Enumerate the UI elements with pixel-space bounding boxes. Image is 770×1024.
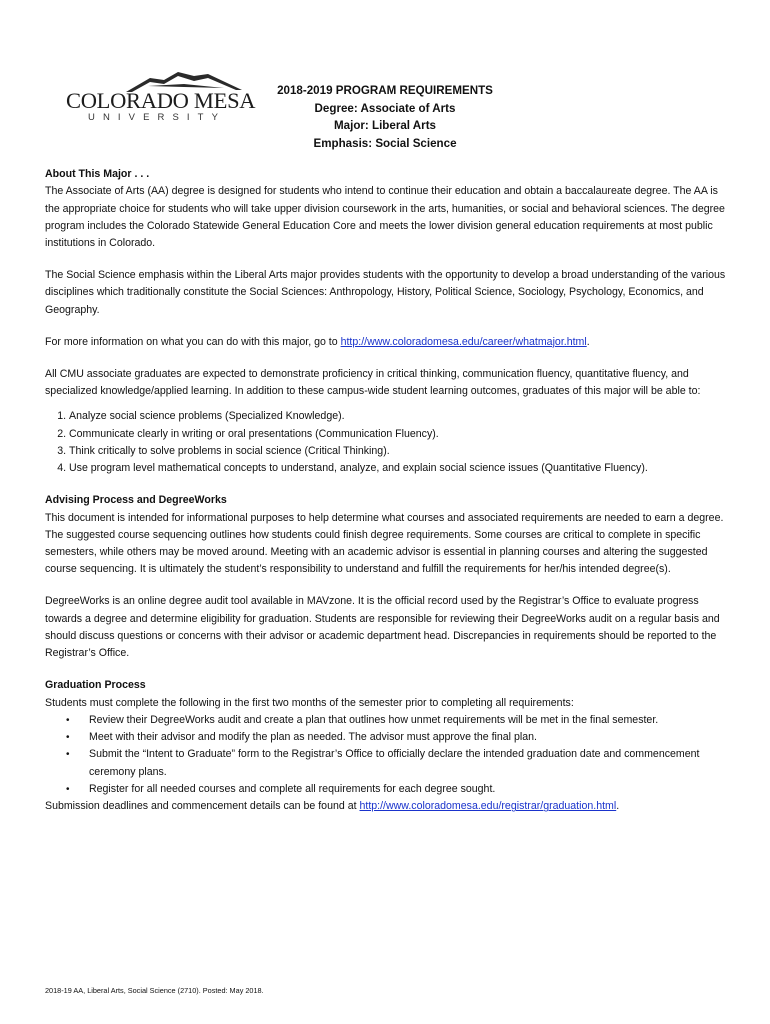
advising-paragraph-1: This document is intended for informational purposes to help determine what courses and associated requirements are needed to earn a degree. The suggested course sequencing outlines how students could finish degree requirements. Some courses are critical to complete in specific semesters, while others may be moved around. Meeting with an academic advisor is essential in planning courses and altering the suggested course sequencing. It is ultimately the student’s responsibility to understand and fulfill the requirements for her/his intended degree(s). [45, 511, 724, 576]
header-emphasis: Emphasis: Social Science [313, 136, 457, 150]
advising-heading: Advising Process and DegreeWorks [45, 494, 227, 507]
step-text: Register for all needed courses and complete all requirements for each degree sought. [89, 783, 496, 796]
learning-outcomes-list [45, 408, 730, 477]
graduation-step [66, 746, 730, 781]
graduation-link[interactable]: http://www.coloradomesa.edu/registrar/graduation.html [359, 800, 617, 813]
graduation-step [66, 781, 730, 798]
closing-prefix: Submission deadlines and commencement details can be found at [45, 800, 360, 813]
about-paragraph-4: All CMU associate graduates are expected to demonstrate proficiency in critical thinking, communication fluency, quantitative fluency, and specialized knowledge/applied learning. In addition to these campus-wide student learning outcomes, graduates of this major will be able to: [45, 367, 701, 398]
logo-subtitle: UNIVERSITY [88, 112, 227, 123]
about-paragraph-2: The Social Science emphasis within the Liberal Arts major provides students with the opportunity to develop a broad understanding of the various disciplines which traditionally constitute the Social Sciences: Anthropology, History, Political Science, Sociology, Psychology, Economics, and Geography. [45, 269, 726, 316]
graduation-step [66, 712, 730, 729]
header-program-year: 2018-2019 PROGRAM REQUIREMENTS [277, 84, 493, 97]
university-logo [66, 70, 256, 126]
outcome-item: 2. Communicate clearly in writing or oral presentations (Communication Fluency). [69, 426, 730, 443]
about-heading: About This Major . . . [45, 168, 150, 180]
outcome-item: 4. Use program level mathematical concepts to understand, analyze, and explain social science issues (Quantitative Fluency). [69, 460, 730, 477]
advising-paragraph-2: DegreeWorks is an online degree audit tool available in MAVzone. It is the official record used by the Registrar’s Office to evaluate progress towards a degree and determine eligibility for graduation. Students are responsible for reviewing their DegreeWorks audit on a regular basis and should discuss questions or concerns with their advisor or academic department head. Discrepancies in requirements should be reported to the Registrar’s Office. [45, 595, 720, 660]
logo-name: COLORADO MESA [66, 88, 256, 113]
graduation-steps-list [45, 712, 730, 798]
bullet-icon: • [66, 749, 70, 761]
bullet-icon: • [66, 732, 70, 744]
about-p3-prefix: For more information on what you can do with this major, go to [45, 335, 341, 348]
header-degree: Degree: Associate of Arts [314, 101, 456, 115]
graduation-heading: Graduation Process [45, 679, 146, 692]
step-text: Submit the “Intent to Graduate” form to the Registrar’s Office to officially declare the intended graduation date and commencement ceremony plans. [89, 748, 700, 778]
graduation-step [66, 729, 730, 746]
step-text: Review their DegreeWorks audit and create a plan that outlines how unmet requirements will be met in the final semester. [89, 713, 659, 726]
graduation-intro: Students must complete the following in the first two months of the semester prior to completing all requirements: [45, 696, 574, 709]
step-text: Meet with their advisor and modify the plan as needed. The advisor must approve the final plan. [89, 731, 537, 744]
outcome-item: 3. Think critically to solve problems in social science (Critical Thinking). [69, 443, 730, 460]
page-footer: 2018-19 AA, Liberal Arts, Social Science (2710). Posted: May 2018. [45, 986, 264, 995]
header-major: Major: Liberal Arts [334, 119, 436, 133]
graduation-closing [45, 798, 730, 815]
bullet-icon: • [66, 784, 70, 796]
bullet-icon: • [66, 714, 70, 726]
closing-suffix: . [616, 800, 620, 813]
whatmajor-link[interactable]: http://www.coloradomesa.edu/career/whatmajor.html [340, 335, 587, 348]
about-paragraph-3 [45, 334, 730, 351]
outcome-item: 1. Analyze social science problems (Specialized Knowledge). [69, 408, 730, 425]
about-paragraph-1: The Associate of Arts (AA) degree is designed for students who intend to continue their education and obtain a baccalaureate degree. The AA is the appropriate choice for students who will take upper division coursework in the arts, humanities, or social and behavioral sciences. The degree program includes the Colorado Statewide General Education Core and meets the lower division general education requirements at most public institutions in Colorado. [45, 185, 725, 250]
about-p3-suffix: . [586, 335, 590, 348]
document-body [45, 166, 730, 816]
document-header [270, 82, 500, 152]
